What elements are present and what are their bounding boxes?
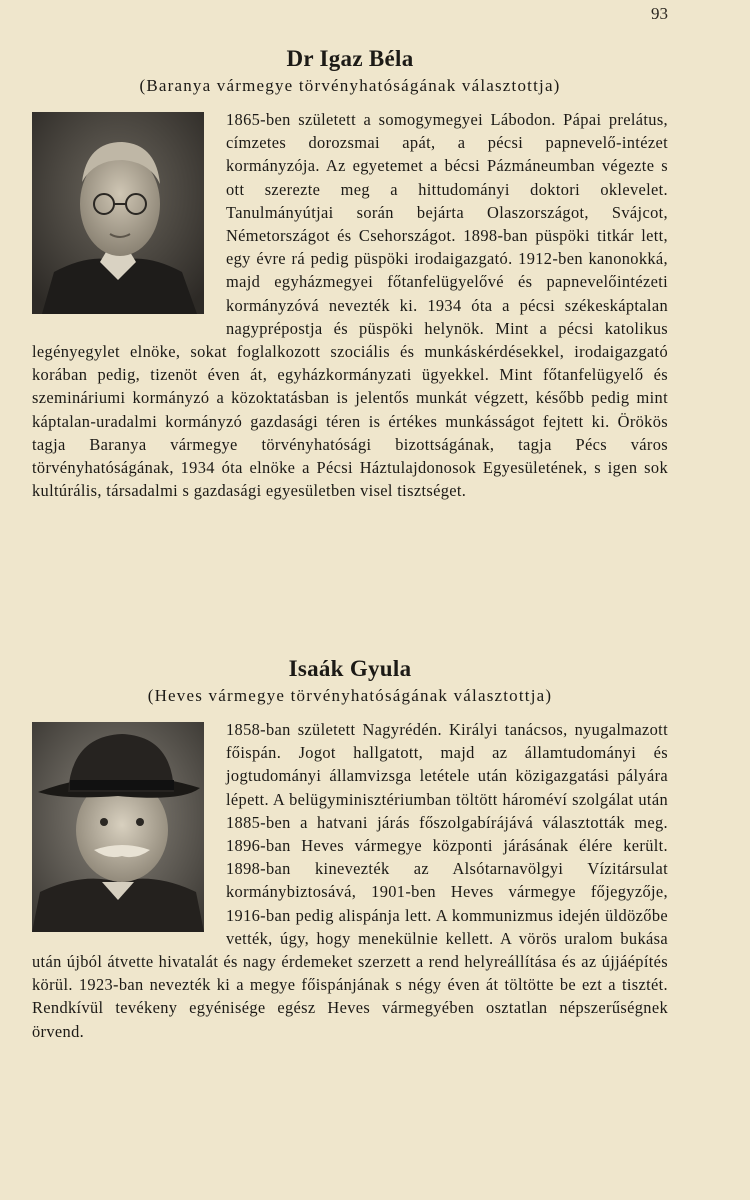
portrait-photo-icon	[32, 112, 204, 314]
biography-text: 1865-ben született a somogymegyei Lábodon. Pápai prelátus, címzetes dorozsmai apát, a pécsi papnevelő-intézet kormányzója. Az egyetemet a bécsi Pázmáneumban végezte s ott szerezte meg a hittudományi doktori oklevelet. Tanulmányútjai során bejárta Olaszországot, Svájcot, Németországot és Csehországot. 1898-ban püspöki titkár lett, egy évre rá pedig püspöki irodaigazgató. 1912-ben kanonokká, majd egyházmegyei főtanfelügyelővé és papnevelőintézeti kormányzóvá nevezték ki. 1934 óta a pécsi székeskáptalan nagyprépostja és püspöki helynök. Mint a pécsi katolikus legényegylet elnöke, sokat foglalkozott szociális és munkáskérdésekkel, irodaigazgató korában pedig, tizenöt éven át, egyházkormányzati ügyekkel. Mint főtanfelügyelő és szemináriumi kormányzó a közoktatásban is jelentős munkát végzett, később pedig mint káptalan-uradalmi kormányzó gazdasági téren is értékes munkásságot fejtett ki. Örökös tagja Baranya vármegye törvényhatósági bizottságának, tagja Pécs város törvényhatóságának, 1934 óta elnöke a Pécsi Háztulajdonosok Egyesületének, s igen sok kultúrális, társadalmi s gazdasági egyesületben visel tisztséget.	[32, 110, 668, 501]
person-name: Dr Igaz Béla	[286, 46, 414, 71]
person-name: Isaák Gyula	[288, 656, 412, 681]
biography-entry	[32, 654, 668, 1043]
person-subtitle: (Heves vármegye törvényhatóságának választottja)	[147, 686, 553, 705]
portrait-photo	[32, 112, 204, 314]
portrait-photo-icon	[32, 722, 204, 932]
page-number: 93	[651, 4, 668, 23]
portrait-photo	[32, 722, 204, 932]
biography-entry	[32, 44, 668, 502]
person-subtitle: (Baranya vármegye törvényhatóságának választottja)	[139, 76, 561, 95]
biography-text: 1858-ban született Nagyrédén. Királyi tanácsos, nyugalmazott főispán. Jogot hallgatott, majd az államtudományi és jogtudományi államvizsga letétele után közigazgatási pályára lépett. A belügyminisztériumban töltött hároméví szolgálat után 1885-ben a hatvani járás főszolgabírájává választották meg. 1896-ban Heves vármegye központi járásának élére került. 1898-ban kinevezték az Alsótarnavölgyi Vízitársulat kormánybiztosává, 1901-ben Heves vármegye főjegyzője, 1916-ban pedig alispánja lett. A kommunizmus idején üldözőbe vették, úgy, hogy menekülnie kellett. A vörös uralom bukása után újból átvette hivatalát és nagy érdemeket szerzett a rend helyreállítása és az újjáépítés körül. 1923-ban nevezték ki a megye főispánjának s négy éven át töltötte be ezt a tisztét. Rendkívül tevékeny egyénisége egész Heves vármegyében osztatlan népszerűségnek örvend.	[32, 720, 668, 1041]
